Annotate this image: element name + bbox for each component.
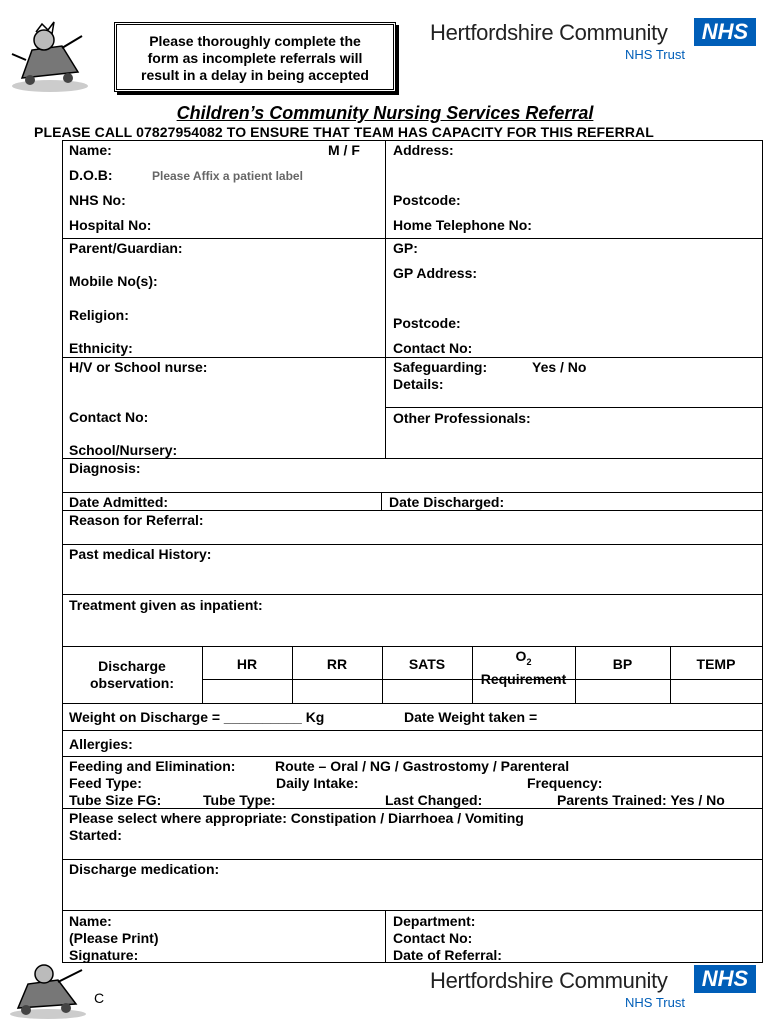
safeguarding-details-label: Details: bbox=[393, 376, 444, 392]
dob-label: D.O.B: bbox=[69, 167, 113, 183]
reason-for-referral-label: Reason for Referral: bbox=[69, 512, 204, 528]
discharge-observation-label bbox=[62, 658, 202, 692]
religion-label: Religion: bbox=[69, 307, 129, 323]
home-telephone-label: Home Telephone No: bbox=[393, 217, 532, 233]
name-label: Name: bbox=[69, 142, 112, 158]
discharge-medication-label: Discharge medication: bbox=[69, 861, 220, 877]
allergies-label: Allergies: bbox=[69, 736, 133, 752]
notice-line-1: Please thoroughly complete the bbox=[149, 33, 361, 49]
weight-on-discharge: Weight on Discharge = __________ Kg bbox=[69, 709, 325, 725]
feeding-elimination-label: Feeding and Elimination: bbox=[69, 758, 236, 774]
referrer-contact-label: Contact No: bbox=[393, 930, 473, 946]
o2-label bbox=[472, 648, 575, 671]
notice-line-2: form as incomplete referrals will bbox=[147, 50, 363, 66]
daily-intake-label: Daily Intake: bbox=[276, 775, 359, 791]
feeding-route-options: Route – Oral / NG / Gastrostomy / Parenteral bbox=[275, 758, 570, 774]
safeguarding-label: Safeguarding: bbox=[393, 359, 488, 375]
footer-org-name: Hertfordshire Community bbox=[430, 968, 668, 993]
tube-size-label: Tube Size FG: bbox=[69, 792, 162, 808]
obs-header-rr: RR bbox=[326, 656, 348, 672]
gp-contact-label: Contact No: bbox=[393, 340, 473, 356]
obs-header-bp: BP bbox=[612, 656, 633, 672]
nurse-contact-label: Contact No: bbox=[69, 409, 149, 425]
footer-nhs-logo: NHS bbox=[694, 965, 756, 993]
school-nursery-label: School/Nursery: bbox=[69, 442, 178, 458]
last-changed-label: Last Changed: bbox=[385, 792, 483, 808]
footer-code: C bbox=[94, 990, 105, 1006]
discharge-observation-line-2: observation: bbox=[89, 675, 174, 691]
hv-school-nurse-label: H/V or School nurse: bbox=[69, 359, 208, 375]
obs-header-temp: TEMP bbox=[696, 656, 736, 672]
nhs-logo: NHS bbox=[694, 18, 756, 46]
org-name: Hertfordshire Community bbox=[430, 20, 668, 45]
discharge-observation-line-1: Discharge bbox=[98, 658, 166, 674]
date-discharged-label: Date Discharged: bbox=[389, 494, 505, 510]
address-label: Address: bbox=[393, 142, 454, 158]
obs-header-o2 bbox=[472, 648, 575, 688]
mobile-label: Mobile No(s): bbox=[69, 273, 158, 289]
referral-notice-box bbox=[114, 22, 396, 92]
referrer-department-label: Department: bbox=[393, 913, 476, 929]
trust-name: NHS Trust bbox=[625, 47, 685, 62]
postcode-label: Postcode: bbox=[393, 192, 461, 208]
referrer-name-label: Name: bbox=[69, 913, 112, 929]
capacity-call-line: PLEASE CALL 07827954082 TO ENSURE THAT TEAM HAS CAPACITY FOR THIS REFERRAL bbox=[34, 124, 654, 140]
elimination-select-label: Please select where appropriate: Constipation / Diarrhoea / Vomiting bbox=[69, 810, 524, 826]
patient-label-hint: Please Affix a patient label bbox=[152, 169, 303, 183]
date-admitted-label: Date Admitted: bbox=[69, 494, 169, 510]
gp-address-label: GP Address: bbox=[393, 265, 478, 281]
gp-label: GP: bbox=[393, 240, 418, 256]
frequency-label: Frequency: bbox=[527, 775, 603, 791]
hospital-number-label: Hospital No: bbox=[69, 217, 152, 233]
parents-trained-label: Parents Trained: Yes / No bbox=[557, 792, 725, 808]
obs-header-sats: SATS bbox=[408, 656, 446, 672]
parent-guardian-label: Parent/Guardian: bbox=[69, 240, 183, 256]
o2-requirement: Requirement bbox=[480, 670, 567, 687]
ethnicity-label: Ethnicity: bbox=[69, 340, 133, 356]
page-title: Children’s Community Nursing Services Referral bbox=[176, 103, 594, 123]
sex-label: M / F bbox=[328, 142, 360, 158]
gp-postcode-label: Postcode: bbox=[393, 315, 461, 331]
tube-type-label: Tube Type: bbox=[203, 792, 276, 808]
footer-mascot-icon bbox=[6, 962, 92, 1020]
cartoon-child-mascot-icon bbox=[8, 20, 92, 94]
other-professionals-label: Other Professionals: bbox=[393, 410, 531, 426]
notice-line-3: result in a delay in being accepted bbox=[141, 67, 369, 83]
date-weight-taken-label: Date Weight taken = bbox=[404, 709, 538, 725]
nhs-number-label: NHS No: bbox=[69, 192, 126, 208]
o2-subscript: 2 bbox=[526, 656, 532, 667]
started-label: Started: bbox=[69, 827, 122, 843]
o2-letter: O bbox=[515, 648, 527, 664]
past-medical-history-label: Past medical History: bbox=[69, 546, 212, 562]
safeguarding-yes-no: Yes / No bbox=[532, 359, 587, 375]
footer-trust-name: NHS Trust bbox=[625, 995, 685, 1010]
diagnosis-label: Diagnosis: bbox=[69, 460, 141, 476]
obs-header-hr: HR bbox=[236, 656, 258, 672]
date-of-referral-label: Date of Referral: bbox=[393, 947, 502, 963]
inpatient-treatment-label: Treatment given as inpatient: bbox=[69, 597, 263, 613]
referrer-print-note: (Please Print) bbox=[69, 930, 159, 946]
feed-type-label: Feed Type: bbox=[69, 775, 142, 791]
referrer-signature-label: Signature: bbox=[69, 947, 139, 963]
